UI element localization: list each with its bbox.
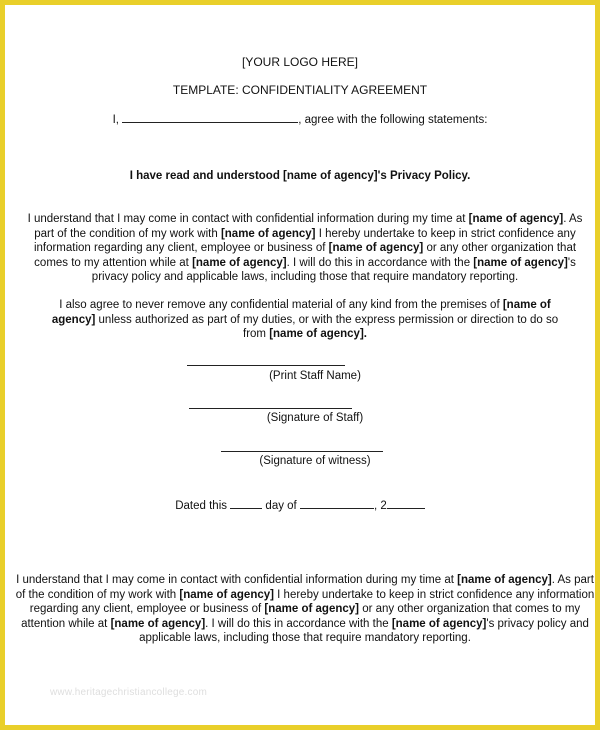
watermark-text: www.heritagechristiancollege.com [50,687,208,698]
intro-line [10,111,590,128]
paragraph-2 [40,298,570,342]
p2-text-3: authorized as part of my duties, or with the express permission or direction to do so from [134,313,559,340]
dated-line [10,497,590,514]
p3-text-4: I hereby undertake to keep in strict confidence any information regarding any [29,588,595,615]
p3-agency-4: [name of agency] [110,617,206,630]
p1-text-5: client, employee or business of [167,242,326,254]
p2-agency-1: [name of agency] [51,299,551,326]
p1-text-9: require mandatory reporting. [373,271,519,283]
p3-text-5: client, employee or business of [103,603,262,615]
dated-year-prefix: , 2 [373,500,387,512]
p2-text-1: I also agree to never remove any confidential material of any kind from the premises of [59,299,500,311]
dated-prefix: Dated this [175,500,228,512]
p3-text-8: 's privacy policy and applicable laws, including those that [139,617,589,644]
p3-agency-2: [name of agency] [179,588,274,601]
intro-prefix: I, [112,114,119,126]
p1-text-8: 's privacy policy and applicable laws, including those that [91,256,576,283]
p2-text-4: . [363,328,367,340]
logo-placeholder: [YOUR LOGO HERE] [241,55,359,69]
p3-agency-3: [name of agency] [264,603,359,615]
staff-signature-line [189,408,352,409]
p3-text-2: . As part of the [15,574,594,601]
p3-text-9: require mandatory reporting. [325,632,471,644]
p1-agency-1: [name of agency] [468,213,564,225]
p1-agency-2: [name of agency] [220,227,316,240]
document-page [10,10,595,720]
p1-agency-4: [name of agency] [192,256,287,269]
p3-agency-5: [name of agency] [391,617,487,630]
document-title: TEMPLATE: CONFIDENTIALITY AGREEMENT [172,83,428,97]
p1-text-4: I hereby undertake to keep in strict confidence any information regarding any [33,227,576,254]
paragraph-3 [15,573,595,646]
name-blank [122,111,298,123]
p1-text-7: . I will do this in accordance with the [286,256,471,269]
p1-text-6: or any other organization that comes to my attention while at [34,242,577,269]
intro-suffix: , agree with the following statements: [298,114,488,126]
read-statement: I have read and understood [name of agency]'s Privacy Policy. [129,170,471,182]
p3-text-7: . I will do this in accordance with the [205,617,389,630]
print-name-caption: (Print Staff Name) [269,370,361,382]
year-blank [387,497,425,509]
p3-text-3: condition of my work with [47,588,177,601]
p3-text-1: I understand that I may come in contact with confidential information during my time at [16,574,454,586]
month-blank [300,497,374,509]
witness-signature-caption: (Signature of witness) [259,455,371,467]
p1-agency-3: [name of agency] [328,242,424,254]
p1-text-2: . As part of the [34,213,583,240]
p2-text-2: unless [98,313,132,326]
staff-signature-caption: (Signature of Staff) [266,412,364,424]
p3-agency-1: [name of agency] [457,574,552,586]
dated-day-label: day of [265,500,297,512]
p1-agency-5: [name of agency] [473,256,568,269]
p1-text-3: condition of my work with [89,227,218,240]
p3-text-6: or any other organization that comes to my attention while at [21,603,581,630]
print-name-line [187,365,345,366]
day-blank [230,497,262,509]
p1-text-1: I understand that I may come in contact with confidential information during my time at [27,213,466,225]
witness-signature-line [221,451,383,452]
p2-agency-2: [name of agency] [269,328,364,340]
paragraph-1 [25,212,585,285]
